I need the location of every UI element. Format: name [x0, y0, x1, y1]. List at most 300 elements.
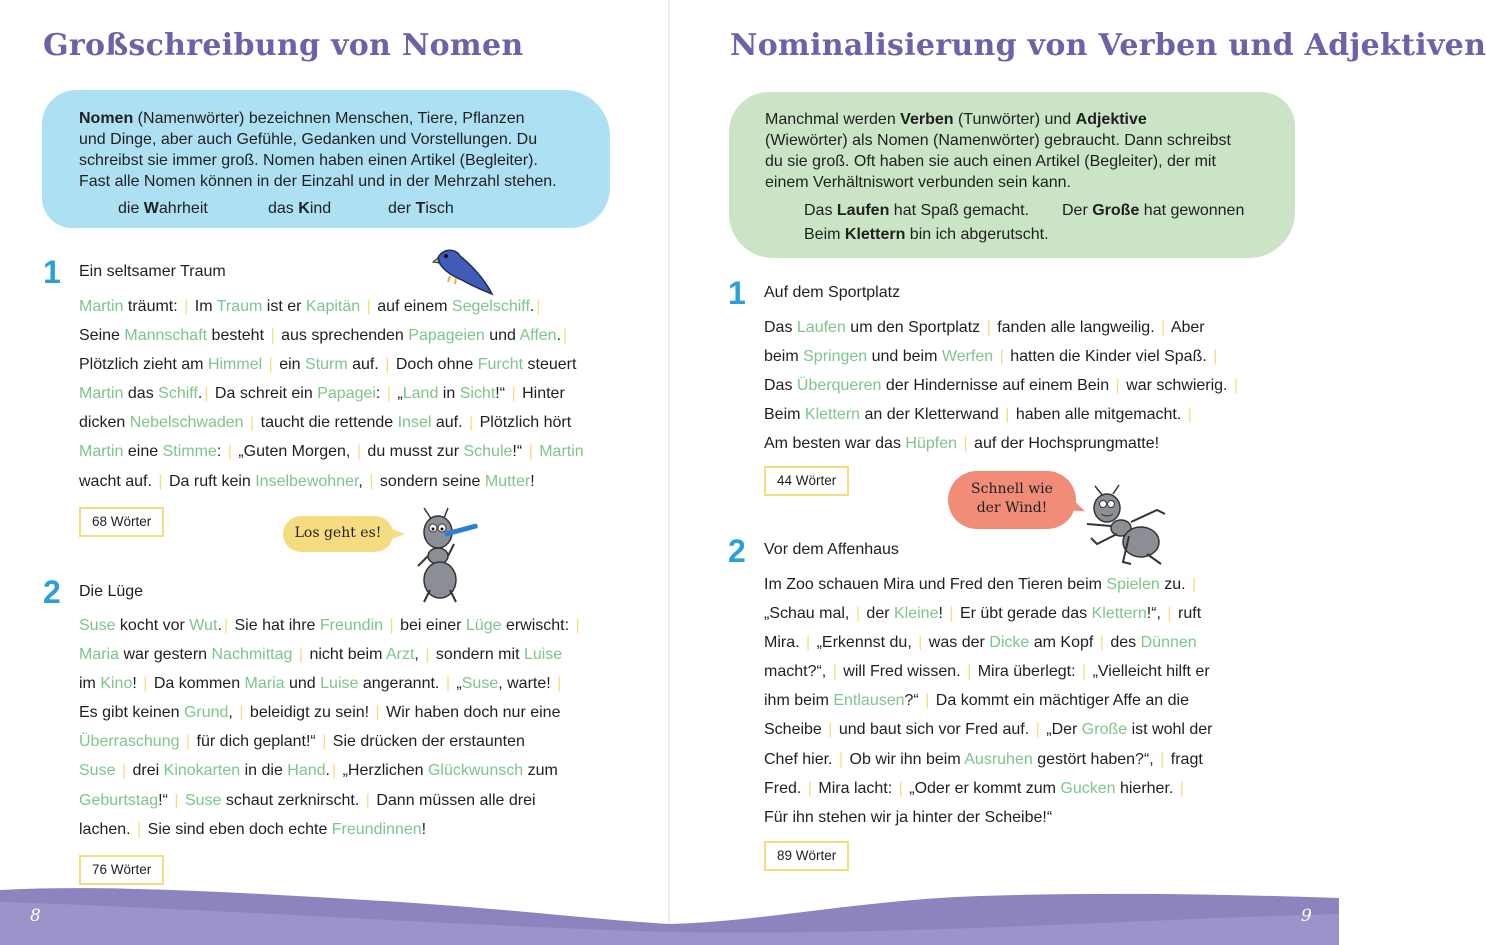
story-text: !“ [512, 443, 527, 461]
story-text: taucht die rettende [256, 414, 398, 432]
story-line [79, 756, 639, 785]
story-text: ruft [1173, 605, 1202, 623]
story-text: Doch ohne [391, 356, 478, 374]
noun-word: Stimme [162, 443, 217, 461]
segment-separator: | [528, 443, 533, 461]
segment-separator: | [223, 617, 229, 634]
segment-separator: | [268, 356, 273, 374]
story-text: nicht beim [305, 646, 386, 664]
exercise-title: Auf dem Sportplatz [764, 284, 901, 301]
exercise-number: 2 [43, 574, 61, 610]
story-text: in die [240, 762, 288, 780]
story-text: der Hindernisse auf einem Bein [881, 377, 1114, 395]
noun-word: Inselbewohner [255, 472, 359, 490]
story-text: gestört haben?“, [1032, 750, 1159, 768]
example-sentence: Beim Klettern bin ich abgerutscht. [804, 226, 1049, 243]
noun-example: das Kind [268, 200, 332, 217]
noun-word: Grund [183, 704, 229, 722]
segment-separator: | [1187, 406, 1192, 424]
noun-example: die Wahrheit [118, 200, 208, 217]
noun-word: Sicht [459, 385, 496, 403]
noun-examples [79, 198, 594, 219]
segment-separator: | [1167, 605, 1172, 623]
story-text: Mira überlegt: [973, 663, 1080, 681]
story-text: : [216, 443, 226, 461]
story-vor-dem-affenhaus [764, 570, 1324, 832]
segment-separator: | [832, 663, 837, 681]
noun-word: Affen [519, 327, 557, 345]
story-text: im [79, 675, 101, 693]
segment-separator: | [967, 663, 972, 681]
noun-word: Martin [79, 385, 124, 403]
story-text: Hinter [517, 385, 565, 403]
noun-word: Suse [79, 617, 116, 634]
story-text: aus sprechenden [276, 327, 409, 345]
noun-word: Traum [216, 298, 263, 315]
noun-word: Himmel [207, 356, 263, 374]
left-page-heading: Großschreibung von Nomen [43, 28, 524, 63]
story-text: Es gibt keinen [79, 704, 184, 722]
noun-word: Springen [803, 348, 868, 366]
story-line [764, 400, 1324, 429]
parrot-illustration [432, 246, 496, 298]
noun-word: Suse [461, 675, 499, 693]
story-text: steuert [523, 356, 577, 374]
segment-separator: | [184, 298, 189, 315]
segment-separator: | [986, 319, 991, 336]
term-adjektive: Adjektive [1075, 111, 1147, 128]
story-line [764, 599, 1324, 628]
noun-word: Mannschaft [124, 327, 208, 345]
story-line [79, 727, 639, 756]
story-line [79, 640, 639, 669]
story-line [764, 803, 1324, 832]
noun-word: Schule [463, 443, 513, 461]
noun-word: Nachmittag [211, 646, 293, 664]
segment-separator: | [1233, 377, 1239, 395]
story-text: des [1105, 634, 1141, 652]
story-text: Da kommt ein mächtiger Affe an die [931, 692, 1189, 710]
story-text: auf einem [372, 298, 452, 315]
story-text: kocht vor [115, 617, 190, 634]
story-text: macht?“, [764, 663, 831, 681]
story-text: ! [132, 675, 142, 693]
story-text: Seine [79, 327, 125, 345]
exercise-number: 1 [728, 275, 746, 311]
story-text: drei [128, 762, 164, 780]
story-line [764, 715, 1324, 744]
story-text: Plötzlich hört [475, 414, 572, 432]
noun-word: Papagei [317, 385, 376, 403]
segment-separator: | [828, 721, 833, 739]
segment-separator: | [386, 385, 391, 403]
segment-separator: | [174, 791, 179, 809]
story-text: um den Sportplatz [845, 319, 985, 336]
noun-word: Furcht [477, 356, 524, 374]
story-line [79, 669, 639, 698]
noun-word: Gucken [1060, 779, 1116, 797]
story-text: ist wohl der [1127, 721, 1213, 739]
example-sentence: Das Laufen hat Spaß gemacht. [804, 202, 1029, 219]
segment-separator: | [425, 646, 430, 664]
segment-separator: | [385, 356, 390, 374]
segment-separator: | [227, 443, 232, 461]
noun-word: Luise [523, 646, 563, 664]
story-line [764, 371, 1324, 400]
story-text: Er übt gerade das [955, 605, 1092, 623]
story-text: Im Zoo schauen Mira und Fred den Tieren beim [764, 576, 1107, 593]
story-text: besteht [207, 327, 269, 345]
segment-separator: | [855, 605, 860, 623]
story-text: auf. [431, 414, 467, 432]
story-text: dicken [79, 414, 130, 432]
noun-word: Laufen [796, 319, 846, 336]
story-line [79, 379, 639, 408]
segment-separator: | [563, 327, 568, 345]
speech-bubble-schnell-wie-der-wind: Schnell wie der Wind! [948, 471, 1076, 529]
story-text: ! [938, 605, 948, 623]
segment-separator: | [137, 820, 142, 838]
story-text: „Der [1041, 721, 1082, 739]
segment-separator: | [250, 414, 255, 432]
noun-word: Suse [184, 791, 222, 809]
story-text: hierher. [1115, 779, 1178, 797]
exercise-number: 1 [43, 254, 61, 290]
story-line [79, 786, 639, 815]
segment-separator: | [1213, 348, 1218, 366]
noun-word: Klettern [1091, 605, 1147, 623]
example-sentence: Der Große hat gewonnen [1062, 202, 1245, 219]
word-count-box: 76 Wörter [79, 855, 164, 885]
noun-word: Spielen [1106, 576, 1160, 593]
story-line [79, 437, 639, 466]
story-text: und [284, 675, 321, 693]
story-text: . [325, 762, 330, 780]
noun-word: Insel [397, 414, 432, 432]
story-line [764, 429, 1324, 458]
noun-word: Land [402, 385, 439, 403]
story-text: und beim [867, 348, 942, 366]
segment-separator: | [1179, 779, 1184, 797]
noun-word: Maria [79, 646, 120, 664]
noun-word: Mutter [484, 472, 531, 490]
segment-separator: | [511, 385, 516, 403]
noun-word: Glückwunsch [427, 762, 524, 780]
story-line [764, 657, 1324, 686]
segment-separator: | [1099, 634, 1104, 652]
story-text: !“, [1146, 605, 1166, 623]
story-text: ! [421, 820, 427, 838]
story-text: „Herzlichen [338, 762, 428, 780]
story-text: !“ [495, 385, 510, 403]
story-text: !“ [158, 791, 173, 809]
story-line [79, 467, 639, 496]
noun-word: Maria [244, 675, 285, 693]
segment-separator: | [806, 634, 811, 652]
story-text: was der [924, 634, 990, 652]
story-text: fragt [1166, 750, 1203, 768]
story-text: und [484, 327, 520, 345]
segment-separator: | [999, 348, 1004, 366]
story-text: Scheibe [764, 721, 827, 739]
segment-separator: | [1115, 377, 1120, 395]
story-die-luege [79, 611, 639, 844]
story-line [764, 313, 1324, 342]
word-count-box: 44 Wörter [764, 466, 849, 496]
story-line [79, 321, 639, 350]
story-text: Das [764, 377, 797, 395]
story-text [360, 298, 364, 315]
story-text: Da schreit ein [210, 385, 318, 403]
nominalization-examples [765, 199, 1281, 247]
noun-word: Kapitän [305, 298, 361, 315]
noun-word: Entlausen [833, 692, 905, 710]
page-number-right: 9 [1301, 906, 1312, 926]
story-text: : [375, 385, 385, 403]
segment-separator: | [270, 327, 275, 345]
story-text: ihm beim [764, 692, 834, 710]
story-line [79, 292, 639, 321]
nominalization-info-box: Manchmal werden Verben (Tunwörter) und Adjektive (Wiewörter) als Nomen (Namenwörter) gebraucht. Dann schreibst du sie groß. Oft haben sie auch einen Artikel (Begleiter), der mit einem Verhältniswort verbunden sein kann. Das Laufen hat Spaß gemacht. Der Große hat gewonnen Beim Klettern bin ich abgerutscht. [729, 92, 1295, 258]
story-auf-dem-sportplatz [764, 313, 1324, 458]
segment-separator: | [204, 385, 209, 403]
story-text: Sie sind eben doch echte [143, 820, 332, 838]
noun-word: Segelschiff [451, 298, 530, 315]
segment-separator: | [536, 298, 541, 315]
segment-separator: | [356, 443, 361, 461]
story-text: Da ruft kein [164, 472, 256, 490]
story-text [262, 356, 266, 373]
story-text: . [197, 385, 203, 403]
exercise-title: Ein seltsamer Traum [79, 263, 226, 280]
segment-separator: | [807, 779, 812, 797]
story-text: erwischt: [501, 617, 574, 634]
noun-example: der Tisch [388, 200, 454, 217]
segment-separator: | [143, 675, 148, 693]
segment-separator: | [468, 414, 474, 432]
story-text: Da kommen [149, 675, 245, 693]
story-text: war schwierig. [1121, 377, 1232, 395]
noun-word: Kino [100, 675, 133, 693]
story-text: träumt: [123, 298, 183, 315]
story-text: bei einer [395, 617, 466, 634]
story-text: beim [764, 348, 804, 366]
story-text: in [438, 385, 460, 403]
story-text: für dich geplant!“ [192, 733, 321, 751]
story-line [79, 408, 639, 437]
story-text: . [556, 327, 562, 345]
story-text: , [358, 472, 368, 490]
story-text: auf der Hochsprungmatte! [969, 435, 1160, 453]
segment-separator: | [1081, 663, 1087, 681]
story-text: „ [451, 675, 462, 693]
segment-separator: | [375, 704, 380, 722]
story-text [993, 348, 997, 365]
story-ein-seltsamer-traum [79, 292, 639, 496]
story-text: Ob wir ihn beim [845, 750, 965, 768]
story-text: „Vielleicht hilft er [1088, 663, 1210, 681]
word-count-box: 68 Wörter [79, 507, 164, 537]
story-text: hatten die Kinder viel Spaß. [1005, 348, 1212, 366]
noun-word: Arzt [385, 646, 415, 664]
story-text: angerannt. [358, 675, 444, 693]
story-text: fanden alle langweilig. [992, 319, 1160, 336]
exercise-title: Vor dem Affenhaus [764, 541, 899, 558]
segment-separator: | [918, 634, 923, 652]
story-line [764, 774, 1324, 803]
noun-word: Dicke [989, 634, 1030, 652]
story-text: ist er [262, 298, 306, 315]
story-line [79, 350, 639, 379]
noun-word: Freundinnen [331, 820, 422, 838]
segment-separator: | [239, 704, 244, 722]
story-text: war gestern [119, 646, 212, 664]
story-text: schaut zerknirscht. [221, 791, 364, 809]
term-nomen: Nomen [79, 110, 134, 127]
segment-separator: | [121, 762, 127, 780]
exercise-number: 2 [728, 533, 746, 569]
story-text: ein [274, 356, 306, 374]
story-text: eine [123, 443, 163, 461]
story-text: „Erkennst du, [812, 634, 917, 652]
story-text: lachen. [79, 820, 136, 838]
segment-separator: | [322, 733, 327, 751]
story-line [764, 570, 1324, 599]
speech-bubble-los-geht-es: Los geht es! [283, 516, 393, 552]
noun-word: Martin [79, 443, 124, 461]
segment-separator: | [963, 435, 968, 453]
noun-word: Martin [79, 298, 124, 315]
story-text: zum [523, 762, 558, 780]
noun-word: Sturm [305, 356, 348, 374]
segment-separator: | [332, 762, 337, 780]
footer-wave [0, 880, 1339, 945]
noun-word: Schiff [158, 385, 198, 403]
segment-separator: | [1192, 576, 1197, 593]
story-text: an der Kletterwand [860, 406, 1004, 424]
segment-separator: | [298, 646, 304, 664]
word-count-box: 89 Wörter [764, 841, 849, 871]
story-line [764, 745, 1324, 774]
story-line [79, 611, 639, 640]
segment-separator: | [1160, 750, 1165, 768]
segment-separator: | [1005, 406, 1010, 424]
story-text: Für ihn stehen wir ja hinter der Scheibe!“ [764, 808, 1053, 826]
story-text: „ [392, 385, 403, 403]
story-text: beleidigt zu sein! [245, 704, 374, 722]
segment-separator: | [1035, 721, 1040, 739]
story-text: haben alle mitgemacht. [1011, 406, 1186, 424]
story-line [79, 815, 639, 844]
segment-separator: | [925, 692, 930, 710]
story-text: Mira. [764, 634, 804, 652]
noun-word: Nebelschwaden [129, 414, 244, 432]
story-text: zu. [1159, 576, 1190, 593]
noun-word: Hüpfen [905, 435, 957, 453]
nouns-info-box: Nomen (Namenwörter) bezeichnen Menschen, Tiere, Pflanzen und Dinge, aber auch Gefühle, Gedanken und Vorstellungen. Du schreibst sie immer groß. Nomen haben einen Artikel (Begleiter). Fast alle Nomen können in der Einzahl und in der Mehrzahl stehen. die Wahrheit das Kind der Tisch [42, 90, 610, 228]
noun-word: Hand [287, 762, 326, 780]
term-verben: Verben [900, 111, 954, 128]
story-text: Dann müssen alle drei [371, 791, 536, 809]
segment-separator: | [445, 675, 450, 693]
story-text: Aber [1167, 319, 1205, 336]
noun-word: Große [1081, 721, 1128, 739]
story-text: wacht auf. [79, 472, 157, 490]
segment-separator: | [158, 472, 163, 490]
story-text: Plötzlich zieht am [79, 356, 208, 374]
page-number-left: 8 [30, 906, 41, 926]
story-text: sondern mit [431, 646, 524, 664]
story-line [764, 342, 1324, 371]
segment-separator: | [1161, 319, 1166, 336]
running-ant-illustration [1077, 484, 1173, 570]
noun-word: Kinokarten [163, 762, 241, 780]
segment-separator: | [185, 733, 191, 751]
noun-word: Dünnen [1140, 634, 1197, 652]
segment-separator: | [389, 617, 394, 634]
noun-word: Wut [189, 617, 218, 634]
story-text: Wir haben doch nur eine [381, 704, 561, 722]
segment-separator: | [949, 605, 954, 623]
segment-separator: | [898, 779, 903, 797]
noun-word: Werfen [941, 348, 994, 366]
story-text: . [217, 617, 222, 634]
segment-separator: | [575, 617, 580, 634]
noun-word: Martin [539, 443, 584, 461]
story-text: und baut sich vor Fred auf. [834, 721, 1034, 739]
story-text: , warte! [498, 675, 556, 693]
story-text: Sie drücken der erstaunten [328, 733, 525, 751]
story-text: Am besten war das [764, 435, 906, 453]
noun-word: Geburtstag [79, 791, 159, 809]
story-text: , [414, 646, 424, 664]
noun-word: Kleine [893, 605, 939, 623]
story-text: Im [190, 298, 217, 315]
story-text: Chef hier. [764, 750, 837, 768]
exercise-title: Die Lüge [79, 583, 144, 600]
story-text: du musst zur [362, 443, 464, 461]
story-text: will Fred wissen. [838, 663, 966, 681]
noun-word: Lüge [465, 617, 502, 634]
ant-illustration [408, 506, 486, 606]
left-page [0, 0, 669, 945]
noun-word: Papageien [408, 327, 485, 345]
story-text: , [228, 704, 238, 722]
segment-separator: | [366, 298, 371, 315]
story-text: ?“ [904, 692, 924, 710]
noun-word: Klettern [804, 406, 861, 424]
story-text: das [123, 385, 159, 403]
noun-word: Überqueren [796, 377, 882, 395]
story-text: „Oder er kommt zum [904, 779, 1061, 797]
story-line [764, 686, 1324, 715]
story-text: ! [530, 472, 535, 490]
noun-word: Freundin [319, 617, 384, 634]
story-text: Beim [764, 406, 805, 424]
story-text: Mira lacht: [813, 779, 897, 797]
noun-word: Suse [79, 762, 116, 780]
story-line [79, 698, 639, 727]
segment-separator: | [365, 791, 370, 809]
noun-word: Luise [320, 675, 359, 693]
right-page [669, 0, 1486, 945]
story-text: Das [764, 319, 797, 336]
noun-word: Ausruhen [964, 750, 1033, 768]
segment-separator: | [838, 750, 844, 768]
story-text: sondern seine [375, 472, 485, 490]
noun-word: Überraschung [79, 733, 180, 751]
story-text: Fred. [764, 779, 806, 797]
